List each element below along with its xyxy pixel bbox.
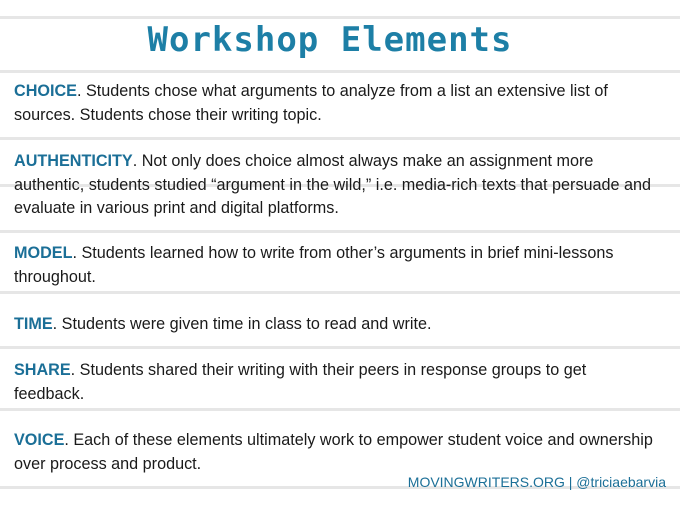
ruled-line bbox=[0, 346, 680, 349]
ruled-line bbox=[0, 291, 680, 294]
element-term: SHARE bbox=[14, 361, 71, 379]
ruled-line bbox=[0, 137, 680, 140]
page-title: Workshop Elements bbox=[147, 20, 513, 60]
element-description: . Students were given time in class to read and write. bbox=[52, 315, 432, 333]
ruled-line bbox=[0, 230, 680, 233]
ruled-line bbox=[0, 16, 680, 19]
element-term: TIME bbox=[14, 315, 53, 333]
element-voice bbox=[14, 429, 654, 476]
element-term: AUTHENTICITY bbox=[14, 152, 133, 170]
footer-credit: MOVINGWRITERS.ORG | @triciaebarvia bbox=[407, 474, 666, 490]
element-choice bbox=[14, 80, 654, 127]
ruled-line bbox=[0, 408, 680, 411]
element-term: MODEL bbox=[14, 244, 73, 262]
element-description: . Each of these elements ultimately work to empower student voice and ownership over process and product. bbox=[14, 431, 653, 473]
element-description: . Not only does choice almost always make an assignment more authentic, students studied “argument in the wild,” i.e. media-rich texts that persuade and evaluate in various print and digital platforms. bbox=[14, 152, 652, 217]
element-time bbox=[14, 313, 654, 337]
ruled-line bbox=[0, 70, 680, 73]
element-term: CHOICE bbox=[14, 82, 77, 100]
element-model bbox=[14, 242, 654, 289]
element-authenticity bbox=[14, 150, 654, 221]
element-description: . Students learned how to write from other’s arguments in brief mini-lessons throughout. bbox=[14, 244, 614, 286]
element-term: VOICE bbox=[14, 431, 65, 449]
element-description: . Students shared their writing with their peers in response groups to get feedback. bbox=[14, 361, 587, 403]
element-share bbox=[14, 359, 654, 406]
element-description: . Students chose what arguments to analyze from a list an extensive list of sources. Students chose their writing topic. bbox=[14, 82, 608, 124]
